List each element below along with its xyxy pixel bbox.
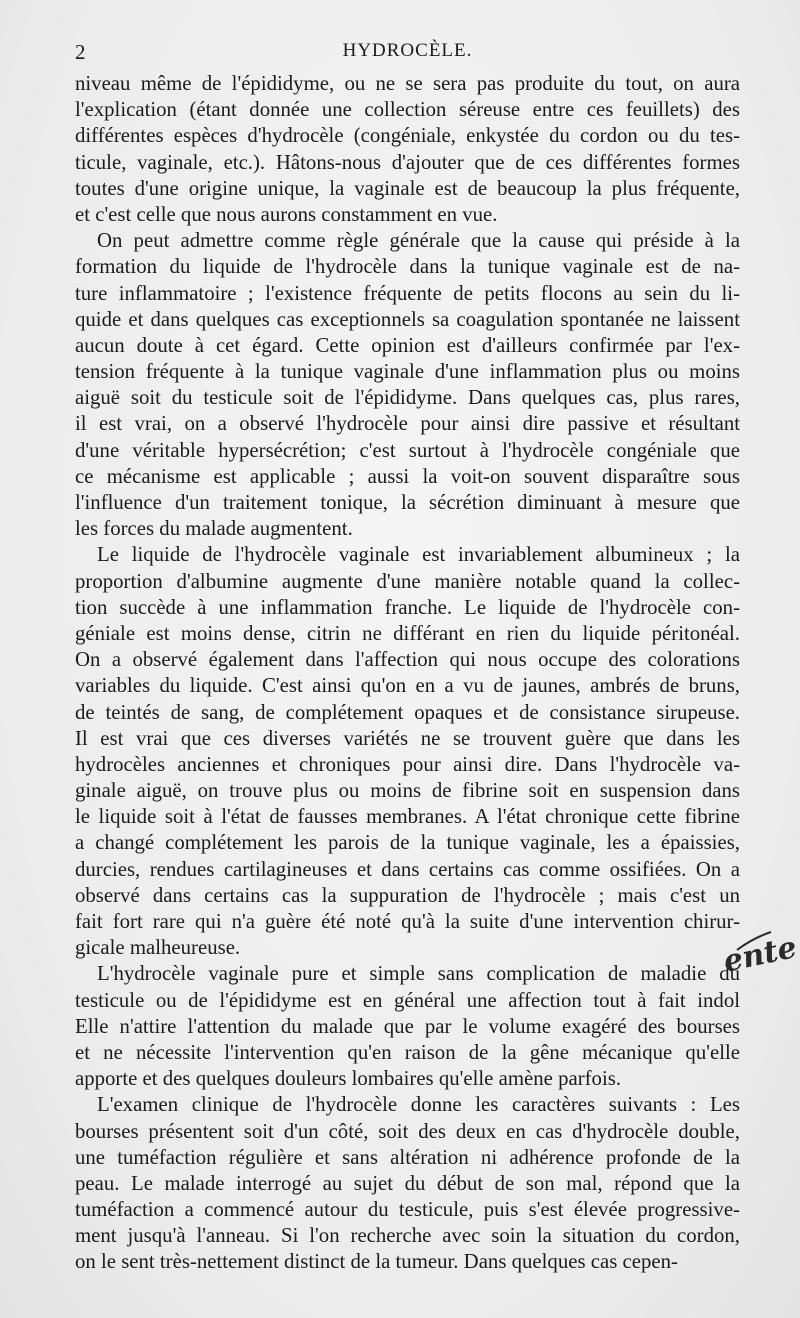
text-line: tension fréquente à la tunique vaginale d'une inflammation plus ou moins — [75, 360, 740, 384]
page-number: 2 — [75, 40, 86, 64]
paragraph — [75, 542, 740, 961]
text-line: fait fort rare qui n'a guère été noté qu'à la suite d'une intervention chirur- — [75, 910, 740, 933]
paragraph — [75, 71, 740, 228]
paragraph — [75, 1092, 740, 1275]
body-text — [75, 71, 740, 1276]
text-line: géniale est moins dense, citrin ne différant en rien du liquide péritonéal. — [75, 621, 740, 645]
text-line: L'examen clinique de l'hydrocèle donne les caractères suivants : Les — [97, 1093, 740, 1117]
text-line: gicale malheureuse. — [75, 936, 241, 960]
text-line: Le liquide de l'hydrocèle vaginale est invariablement albumineux ; la — [97, 543, 740, 567]
text-line: on le sent très-nettement distinct de la tumeur. Dans quelques cas cepen- — [75, 1250, 678, 1274]
text-line: Il est vrai que ces diverses variétés ne se trouvent guère que dans les — [75, 726, 740, 750]
text-line: peau. Le malade interrogé au sujet du début de son mal, répond que la — [75, 1171, 740, 1195]
text-line: variables du liquide. C'est ainsi qu'on en a vu de jaunes, ambrés de bruns, — [75, 674, 740, 698]
text-line: quide et dans quelques cas exceptionnels sa coagulation spontanée ne laissent — [75, 307, 740, 331]
text-line: ticule, vaginale, etc.). Hâtons-nous d'ajouter que de ces différentes formes — [75, 150, 740, 174]
text-line: testicule ou de l'épididyme est en général une affection tout à fait indol — [75, 988, 740, 1012]
text-line: hydrocèles anciennes et chroniques pour ainsi dire. Dans l'hydrocèle va- — [75, 752, 740, 776]
text-line: ginale aiguë, on trouve plus ou moins de fibrine soit en suspension dans — [75, 779, 740, 803]
text-line: différentes espèces d'hydrocèle (congéniale, enkystée du cordon ou du tes- — [75, 124, 740, 148]
text-line: une tuméfaction régulière et sans altération ni adhérence profonde de la — [75, 1145, 740, 1169]
paragraph — [75, 228, 740, 542]
text-line: ture inflammatoire ; l'existence fréquente de petits flocons au sein du li- — [75, 281, 740, 305]
text-line: apporte et des quelques douleurs lombaires qu'elle amène parfois. — [75, 1067, 622, 1091]
text-line: ce mécanisme est applicable ; aussi la voit-on souvent disparaître sous — [75, 464, 740, 488]
text-line: aucun doute à cet égard. Cette opinion est d'ailleurs confirmée par l'ex- — [75, 333, 740, 357]
text-line: ment jusqu'à l'anneau. Si l'on recherche avec soin la situation du cordon, — [75, 1224, 740, 1248]
text-line: et c'est celle que nous aurons constamment en vue. — [75, 202, 498, 226]
page-header — [75, 40, 740, 70]
text-line: de teintés de sang, de complétement opaques et de consistance sirupeuse. — [75, 700, 740, 724]
text-line: On a observé également dans l'affection qui nous occupe des colorations — [75, 648, 740, 672]
text-line: l'explication (étant donnée une collection séreuse entre ces feuillets) des — [75, 98, 740, 122]
paragraph — [75, 961, 740, 1092]
text-line: L'hydrocèle vaginale pure et simple sans complication de maladie du — [97, 962, 740, 986]
text-line: proportion d'albumine augmente d'une manière notable quand la collec- — [75, 569, 740, 593]
text-line: Elle n'attire l'attention du malade que par le volume exagéré des bourses — [75, 1014, 740, 1038]
text-line: observé dans certains cas la suppuration de l'hydrocèle ; mais c'est un — [75, 883, 740, 907]
running-head: HYDROCÈLE. — [342, 40, 473, 61]
text-line: il est vrai, on a observé l'hydrocèle pour ainsi dire passive et résultant — [75, 412, 740, 436]
text-line: On peut admettre comme règle générale que la cause qui préside à la — [97, 229, 740, 253]
text-line: a changé complétement les parois de la tunique vaginale, les a épaissies, — [75, 831, 740, 855]
text-line: d'une véritable hypersécrétion; c'est surtout à l'hydrocèle congéniale que — [75, 438, 740, 462]
text-line: le liquide soit à l'état de fausses membranes. A l'état chronique cette fibrine — [75, 805, 740, 829]
text-line: durcies, rendues cartilagineuses et dans certains cas comme ossifiées. On a — [75, 857, 740, 881]
text-line: les forces du malade augmentent. — [75, 517, 353, 541]
text-line: formation du liquide de l'hydrocèle dans la tunique vaginale est de na- — [75, 255, 740, 279]
text-line: tuméfaction a commencé autour du testicule, puis s'est élevée progressive- — [75, 1198, 740, 1222]
text-line: niveau même de l'épididyme, ou ne se sera pas produite du tout, on aura — [75, 72, 740, 95]
text-line: bourses présentent soit d'un côté, soit des deux en cas d'hydrocèle double, — [75, 1119, 740, 1143]
text-line: et ne nécessite l'intervention qu'en raison de la gêne mécanique qu'elle — [75, 1040, 740, 1064]
text-line: tion succède à une inflammation franche. Le liquide de l'hydrocèle con- — [75, 595, 740, 619]
handwritten-margin-note: ente — [720, 930, 800, 980]
text-line: aiguë soit du testicule soit de l'épididyme. Dans quelques cas, plus rares, — [75, 386, 740, 410]
text-line: toutes d'une origine unique, la vaginale est de beaucoup la plus fréquente, — [75, 176, 740, 200]
text-line: l'influence d'un traitement tonique, la sécrétion diminuant à mesure que — [75, 491, 740, 514]
